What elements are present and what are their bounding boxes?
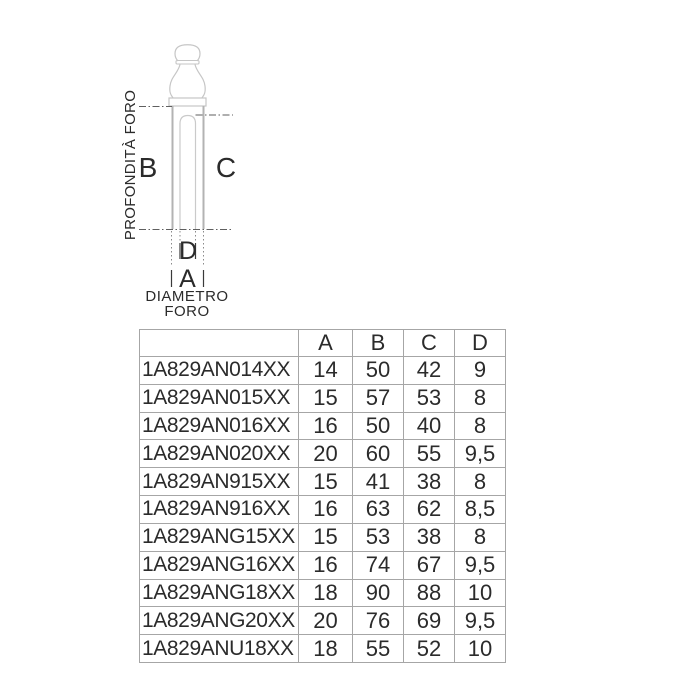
value-b: 63 (353, 496, 404, 524)
value-d: 8 (455, 523, 506, 551)
value-a: 20 (299, 607, 353, 635)
value-d: 10 (455, 635, 506, 663)
value-c: 67 (404, 551, 455, 579)
hole-depth-label: PROFONDITÀ FORO (122, 89, 139, 241)
table-header-row (140, 330, 506, 357)
header-c: C (404, 330, 455, 357)
product-code: 1A829ANG20XX (140, 607, 299, 635)
table-row (140, 412, 506, 440)
header-d: D (455, 330, 506, 357)
hole-diameter-label-line1: DIAMETRO (145, 288, 229, 305)
value-c: 42 (404, 357, 455, 385)
value-d: 9,5 (455, 551, 506, 579)
value-a: 18 (299, 579, 353, 607)
value-b: 53 (353, 523, 404, 551)
value-d: 8 (455, 412, 506, 440)
dimension-label-d: D (178, 237, 198, 265)
value-b: 55 (353, 635, 404, 663)
value-c: 53 (404, 384, 455, 412)
value-a: 20 (299, 440, 353, 468)
value-a: 15 (299, 523, 353, 551)
product-code: 1A829AN014XX (140, 357, 299, 385)
hole-diameter-label-line2: FORO (164, 303, 210, 320)
header-a: A (299, 330, 353, 357)
knob-cap-outline (175, 45, 200, 61)
value-d: 8 (455, 468, 506, 496)
value-c: 52 (404, 635, 455, 663)
table-row (140, 440, 506, 468)
value-a: 14 (299, 357, 353, 385)
value-b: 41 (353, 468, 404, 496)
product-code: 1A829ANG16XX (140, 551, 299, 579)
knob-body-right-outline (195, 65, 205, 99)
value-b: 60 (353, 440, 404, 468)
product-code: 1A829AN916XX (140, 496, 299, 524)
value-c: 69 (404, 607, 455, 635)
product-code: 1A829ANG18XX (140, 579, 299, 607)
spec-table (139, 329, 506, 663)
table-row (140, 384, 506, 412)
value-c: 62 (404, 496, 455, 524)
value-c: 55 (404, 440, 455, 468)
value-d: 8,5 (455, 496, 506, 524)
knob-collar-outline (176, 61, 199, 65)
value-c: 40 (404, 412, 455, 440)
value-b: 74 (353, 551, 404, 579)
table-row (140, 496, 506, 524)
value-d: 8 (455, 384, 506, 412)
value-b: 50 (353, 412, 404, 440)
knob-technical-drawing (0, 0, 360, 330)
knob-base-plate-outline (169, 98, 206, 106)
table-row (140, 551, 506, 579)
table-row (140, 357, 506, 385)
table-row (140, 523, 506, 551)
table-row (140, 468, 506, 496)
value-d: 10 (455, 579, 506, 607)
product-code: 1A829AN016XX (140, 412, 299, 440)
knob-body-left-outline (170, 65, 180, 99)
dimension-label-c: C (215, 152, 237, 183)
spec-table-container (139, 329, 506, 663)
value-a: 15 (299, 384, 353, 412)
header-code (140, 330, 299, 357)
value-a: 16 (299, 496, 353, 524)
bore-hole-outline (180, 116, 196, 230)
value-b: 90 (353, 579, 404, 607)
product-code: 1A829ANU18XX (140, 635, 299, 663)
value-d: 9 (455, 357, 506, 385)
product-code: 1A829AN015XX (140, 384, 299, 412)
table-row (140, 635, 506, 663)
value-b: 57 (353, 384, 404, 412)
value-a: 16 (299, 551, 353, 579)
value-b: 76 (353, 607, 404, 635)
value-b: 50 (353, 357, 404, 385)
value-d: 9,5 (455, 440, 506, 468)
dimension-label-a: A (179, 265, 196, 293)
table-row (140, 607, 506, 635)
product-code: 1A829AN915XX (140, 468, 299, 496)
product-code: 1A829ANG15XX (140, 523, 299, 551)
value-a: 16 (299, 412, 353, 440)
dimension-label-b: B (138, 152, 158, 183)
value-a: 15 (299, 468, 353, 496)
table-row (140, 579, 506, 607)
value-a: 18 (299, 635, 353, 663)
value-c: 38 (404, 468, 455, 496)
header-b: B (353, 330, 404, 357)
value-c: 88 (404, 579, 455, 607)
value-c: 38 (404, 523, 455, 551)
product-code: 1A829AN020XX (140, 440, 299, 468)
value-d: 9,5 (455, 607, 506, 635)
